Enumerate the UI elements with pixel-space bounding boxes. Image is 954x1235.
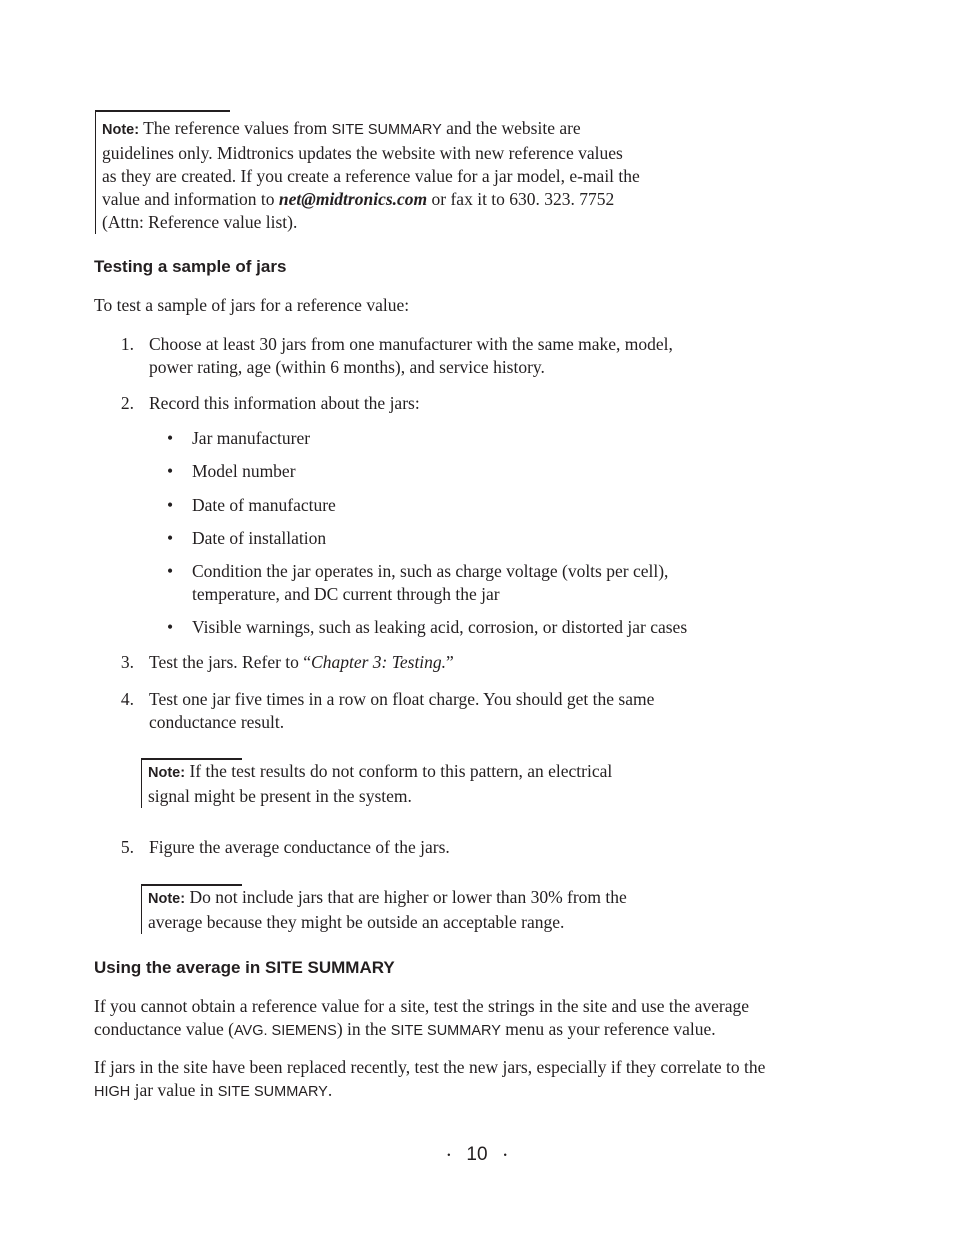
ornament-icon: • (503, 1149, 507, 1160)
avg-siemens-term: AVG. SIEMENS (233, 1023, 337, 1039)
list-item-step-5: 5. Figure the average conductance of the jars. (114, 836, 814, 859)
step-number: 1. (120, 334, 134, 354)
site-summary-term: SITE SUMMARY (331, 122, 442, 138)
list-item-step-1: 1. Choose at least 30 jars from one manufacturer with the same make, model, power rating, age (within 6 months), and service history. (114, 333, 814, 379)
high-term: HIGH (94, 1084, 131, 1100)
intro-text: To test a sample of jars for a reference value: (94, 295, 410, 315)
note-label: Note: (102, 122, 140, 138)
bullet-icon: • (167, 461, 174, 481)
note-box-exclusion (141, 884, 702, 934)
paragraph-average: If you cannot obtain a reference value for a site, test the strings in the site and use the average conductance value (AVG. SIEMENS) in the SITE SUMMARY menu as your reference value. (94, 996, 750, 1039)
page-footer (0, 1144, 954, 1166)
bullet-icon: • (167, 617, 174, 637)
section-heading-average: Using the average in SITE SUMMARY (94, 958, 395, 977)
step-number: 5. (120, 837, 134, 857)
bullet-icon: • (167, 428, 174, 448)
bullet-icon: • (167, 528, 174, 548)
email-address: net@midtronics.com (278, 189, 428, 209)
site-summary-term: SITE SUMMARY (217, 1084, 328, 1100)
note-box-signal (141, 758, 702, 808)
bullet-icon: • (167, 561, 174, 581)
note-label: Note: (148, 765, 186, 781)
list-item-step-4: 4. Test one jar five times in a row on float charge. You should get the same conductance result. (114, 688, 814, 734)
site-summary-term: SITE SUMMARY (390, 1023, 501, 1039)
list-item-step-3: 3. Test the jars. Refer to “Chapter 3: Testing.” (114, 651, 814, 674)
step-number: 4. (120, 689, 134, 709)
list-item-step-2: 2. Record this information about the jars: (114, 392, 814, 415)
step-number: 3. (120, 652, 134, 672)
note-box-reference-values (95, 110, 696, 234)
page-number: 10 (466, 1144, 488, 1165)
step-number: 2. (120, 393, 134, 413)
note-text: Note: If the test results do not conform to this pattern, an electrical signal might be present in the system. (148, 761, 613, 806)
paragraph-replaced-jars: If jars in the site have been replaced recently, test the new jars, especially if they correlate to the HIGH jar value in SITE SUMMARY. (94, 1057, 766, 1100)
chapter-reference: Chapter 3: Testing. (311, 652, 447, 672)
section-heading-testing: Testing a sample of jars (94, 257, 287, 276)
ornament-icon: • (447, 1149, 451, 1160)
note-text: Note: The reference values from SITE SUMMARY and the website are guidelines only. Midtronics updates the website with new reference values as they are created. If you create a reference value for a jar model, e-mail the value and information to net@midtronics.com or fax it to 630. 323. 7752 (Attn: Reference value list). (102, 118, 640, 232)
note-label: Note: (148, 891, 186, 907)
note-text: Note: Do not include jars that are higher or lower than 30% from the average because they might be outside an acceptable range. (148, 887, 627, 932)
bullet-item: • Condition the jar operates in, such as charge voltage (volts per cell), temperature, and DC current through the jar (167, 561, 669, 604)
bullet-icon: • (167, 495, 174, 515)
